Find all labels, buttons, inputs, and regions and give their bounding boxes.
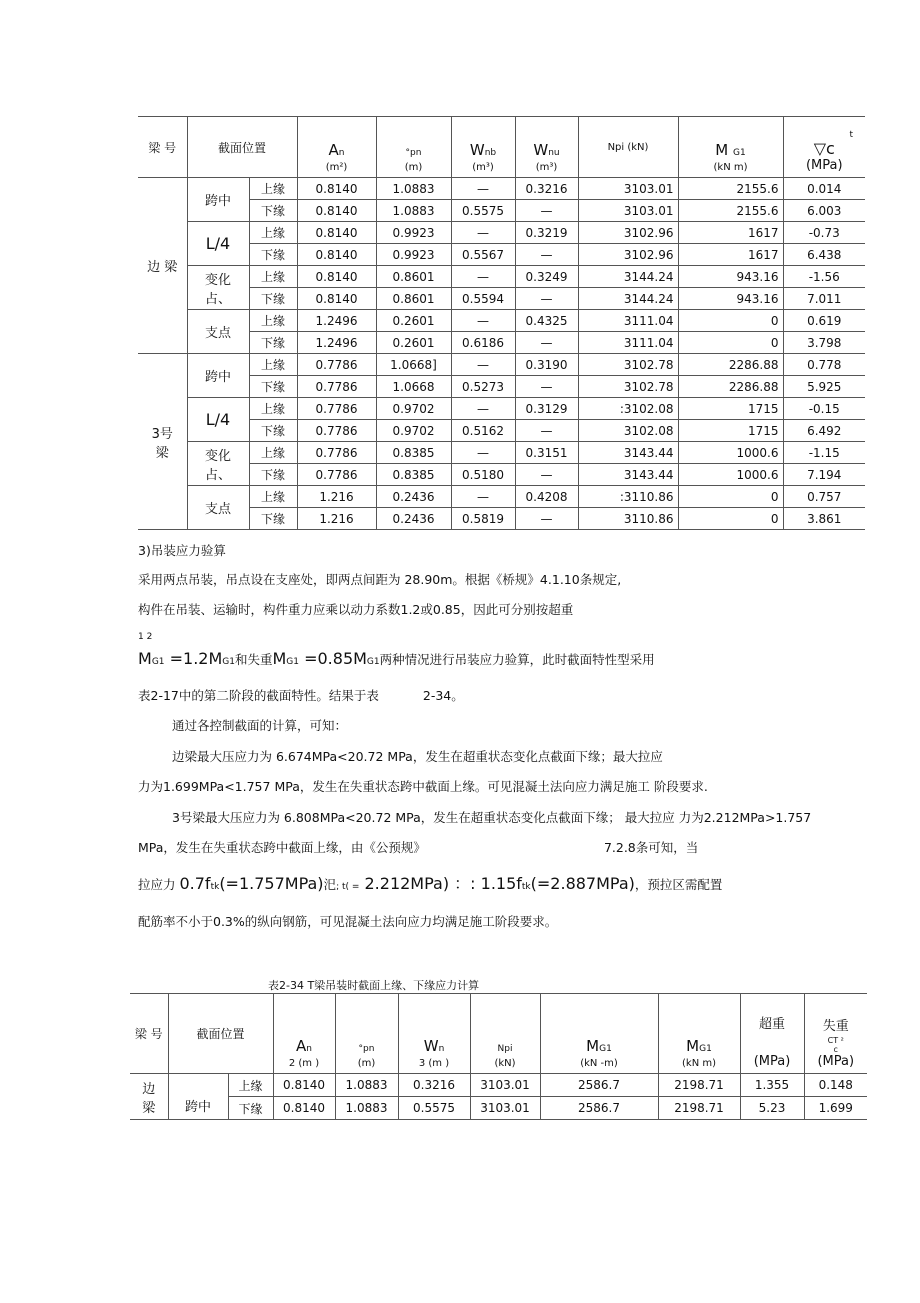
edge-label: 下缘 <box>249 508 297 530</box>
paragraph-3: MG1 =1.2MG1和失重MG1 =0.85MG1两种情况进行吊装应力验算，此时截面特性型采用 <box>138 649 655 668</box>
lifting-stress-table <box>130 993 867 1120</box>
edge-label: 上缘 <box>249 398 297 420</box>
cell-wnu: 0.3129 <box>515 398 578 420</box>
cell-ypn: 0.9923 <box>376 222 451 244</box>
paragraph-8: 3号梁最大压应力为 6.808MPa<20.72 MPa，发生在超重状态变化点截面下缘； 最大拉应 力为2.212MPa>1.757 <box>172 810 812 825</box>
paragraph-4: 表2-17中的第二阶段的截面特性。结果于表 2-34。 <box>138 688 464 703</box>
header-ypn: °pn (m) <box>376 117 451 178</box>
cell-npi: 3103.01 <box>578 178 678 200</box>
cell-npi: :3102.08 <box>578 398 678 420</box>
section-position: 支点 <box>187 486 249 530</box>
cell-mg1: 0 <box>678 508 783 530</box>
cell-an: 0.8140 <box>297 244 376 266</box>
cell-wnu: — <box>515 508 578 530</box>
paragraph-1: 采用两点吊装，吊点设在支座处，即两点间距为 28.90m。根据《桥规》4.1.10条规定, <box>138 572 622 587</box>
cell-wnb: — <box>451 486 515 508</box>
cell-mg1a: 2586.7 <box>540 1097 658 1120</box>
cell-an: 1.216 <box>297 486 376 508</box>
cell-wnu: — <box>515 420 578 442</box>
cell-mg1: 0 <box>678 310 783 332</box>
cell-ypn: 0.9702 <box>376 398 451 420</box>
section-position: 跨中 <box>187 178 249 222</box>
table-row <box>138 486 865 508</box>
cell-wnb: — <box>451 354 515 376</box>
table1-header-row <box>138 117 865 178</box>
paragraph-11: 配筋率不小于0.3%的纵向钢筋，可见混凝土法向应力均满足施工阶段要求。 <box>138 914 558 929</box>
cell-ypn: 0.9923 <box>376 244 451 266</box>
cell-wnu: 0.4325 <box>515 310 578 332</box>
paragraph-3-sup: 1 2 <box>138 632 153 642</box>
cell-sc: 3.861 <box>783 508 865 530</box>
cell-npi: :3110.86 <box>578 486 678 508</box>
cell-npi: 3143.44 <box>578 442 678 464</box>
cell-over: 5.23 <box>740 1097 804 1120</box>
cell-sc: 0.778 <box>783 354 865 376</box>
cell-mg1: 1617 <box>678 222 783 244</box>
cell-an: 0.7786 <box>297 420 376 442</box>
edge-label: 上缘 <box>249 222 297 244</box>
cell-an: 0.8140 <box>273 1097 335 1120</box>
t2-header-section: 截面位置 <box>168 994 273 1074</box>
cell-mg1: 2286.88 <box>678 376 783 398</box>
section-position: 支点 <box>187 310 249 354</box>
edge-label: 上缘 <box>249 310 297 332</box>
edge-label: 下缘 <box>228 1097 273 1120</box>
t2-header-overweight: 超重 (MPa) <box>740 994 804 1074</box>
cell-an: 1.2496 <box>297 310 376 332</box>
cell-sc: 0.757 <box>783 486 865 508</box>
cell-wnb: 0.5594 <box>451 288 515 310</box>
paragraph-7: 力为1.699MPa<1.757 MPa，发生在失重状态跨中截面上缘。可见混凝土法向应力满足施工 阶段要求. <box>138 779 708 794</box>
cell-an: 1.216 <box>297 508 376 530</box>
cell-mg1: 1617 <box>678 244 783 266</box>
cell-an: 0.7786 <box>297 464 376 486</box>
beam-label: 3号梁 <box>138 354 187 530</box>
table2-caption: 表2-34 T梁吊装时截面上缘、下缘应力计算 <box>268 979 480 992</box>
cell-an: 0.7786 <box>297 354 376 376</box>
cell-wnu: — <box>515 288 578 310</box>
cell-sc: 0.014 <box>783 178 865 200</box>
paragraph-5: 通过各控制截面的计算，可知： <box>172 718 348 733</box>
edge-label: 上缘 <box>249 354 297 376</box>
section-heading: 3)吊装应力验算 <box>138 543 226 558</box>
cell-mg1: 2286.88 <box>678 354 783 376</box>
table-row <box>138 398 865 420</box>
edge-label: 下缘 <box>249 200 297 222</box>
cell-sc: 7.194 <box>783 464 865 486</box>
cell-ypn: 1.0668] <box>376 354 451 376</box>
cell-mg1a: 2586.7 <box>540 1074 658 1097</box>
edge-label: 上缘 <box>249 178 297 200</box>
edge-label: 下缘 <box>249 420 297 442</box>
cell-wnb: — <box>451 178 515 200</box>
header-an: An (m²) <box>297 117 376 178</box>
section-position: 跨中 <box>187 354 249 398</box>
table-row <box>138 442 865 464</box>
cell-ypn: 0.2601 <box>376 332 451 354</box>
cell-an: 0.8140 <box>297 200 376 222</box>
beam-label: 边 梁 <box>138 178 187 354</box>
paragraph-6: 边梁最大压应力为 6.674MPa<20.72 MPa，发生在超重状态变化点截面下缘；最大拉应 <box>172 749 663 764</box>
table2-header-row <box>130 994 867 1074</box>
t2-header-wn: Wn 3 (m ) <box>398 994 470 1074</box>
section-position: L/4 <box>187 222 249 266</box>
cell-wnu: 0.3249 <box>515 266 578 288</box>
cell-npi: 3111.04 <box>578 310 678 332</box>
cell-npi: 3111.04 <box>578 332 678 354</box>
cell-wn: 0.5575 <box>398 1097 470 1120</box>
cell-npi: 3144.24 <box>578 266 678 288</box>
cell-wnb: 0.5575 <box>451 200 515 222</box>
cell-an: 0.8140 <box>273 1074 335 1097</box>
cell-npi: 3102.78 <box>578 354 678 376</box>
cell-wnb: 0.5567 <box>451 244 515 266</box>
edge-label: 上缘 <box>228 1074 273 1097</box>
t2-header-mg1-loss: MG1 (kN m) <box>658 994 740 1074</box>
cell-sc: 6.003 <box>783 200 865 222</box>
cell-loss: 0.148 <box>804 1074 867 1097</box>
edge-label: 下缘 <box>249 376 297 398</box>
cell-sc: -1.15 <box>783 442 865 464</box>
cell-an: 0.8140 <box>297 288 376 310</box>
cell-mg1: 2155.6 <box>678 178 783 200</box>
cell-sc: -1.56 <box>783 266 865 288</box>
cell-an: 0.8140 <box>297 178 376 200</box>
cell-over: 1.355 <box>740 1074 804 1097</box>
edge-label: 上缘 <box>249 442 297 464</box>
table-row <box>130 1074 867 1097</box>
cell-npi: 3103.01 <box>470 1097 540 1120</box>
edge-label: 上缘 <box>249 486 297 508</box>
section-position: 变化占、 <box>187 266 249 310</box>
table1-body <box>138 178 865 530</box>
t2-header-mg1-over: MG1 (kN -m) <box>540 994 658 1074</box>
cell-an: 1.2496 <box>297 332 376 354</box>
cell-ypn: 0.8601 <box>376 266 451 288</box>
beam-label: 边梁 <box>130 1074 168 1120</box>
table-row <box>138 266 865 288</box>
cell-mg1b: 2198.71 <box>658 1074 740 1097</box>
edge-label: 下缘 <box>249 464 297 486</box>
cell-wnu: 0.3216 <box>515 178 578 200</box>
header-npi: Npi (kN) <box>578 117 678 178</box>
cell-sc: -0.73 <box>783 222 865 244</box>
cell-ypn: 1.0668 <box>376 376 451 398</box>
cell-npi: 3102.96 <box>578 244 678 266</box>
cell-sc: 0.619 <box>783 310 865 332</box>
edge-label: 下缘 <box>249 244 297 266</box>
cell-mg1b: 2198.71 <box>658 1097 740 1120</box>
cell-wnb: — <box>451 398 515 420</box>
table2-body <box>130 1074 867 1120</box>
header-section: 截面位置 <box>187 117 297 178</box>
header-sigma-c: t ▽c (MPa) <box>783 117 865 178</box>
cell-wnb: — <box>451 222 515 244</box>
cell-npi: 3110.86 <box>578 508 678 530</box>
cell-wnu: 0.4208 <box>515 486 578 508</box>
cell-wnb: 0.5273 <box>451 376 515 398</box>
cell-npi: 3103.01 <box>578 200 678 222</box>
cell-loss: 1.699 <box>804 1097 867 1120</box>
section-position: 变化占、 <box>187 442 249 486</box>
cell-ypn: 1.0883 <box>376 200 451 222</box>
paragraph-9: MPa，发生在失重状态跨中截面上缘，由《公预规》 7.2.8条可知，当 <box>138 840 699 855</box>
cell-wnb: — <box>451 442 515 464</box>
t2-header-ypn: °pn (m) <box>335 994 398 1074</box>
cell-mg1: 1715 <box>678 398 783 420</box>
table-row <box>138 178 865 200</box>
t2-header-beam: 梁 号 <box>130 994 168 1074</box>
paragraph-2: 构件在吊装、运输时，构件重力应乘以动力系数1.2或0.85，因此可分别按超重 <box>138 602 574 617</box>
cell-wnu: 0.3190 <box>515 354 578 376</box>
cell-mg1: 2155.6 <box>678 200 783 222</box>
table-row <box>138 310 865 332</box>
cell-ypn: 0.8385 <box>376 464 451 486</box>
edge-label: 下缘 <box>249 332 297 354</box>
cell-npi: 3102.78 <box>578 376 678 398</box>
cell-wnu: 0.3151 <box>515 442 578 464</box>
cell-ypn: 0.9702 <box>376 420 451 442</box>
cell-wnu: — <box>515 464 578 486</box>
cell-sc: 5.925 <box>783 376 865 398</box>
table-row <box>138 222 865 244</box>
paragraph-10: 拉应力 0.7ftk(=1.757MPa)汜; t( = 2.212MPa) ：: 1.15ftk(=2.887MPa)，预拉区需配置 <box>138 874 723 893</box>
edge-label: 上缘 <box>249 266 297 288</box>
cell-an: 0.8140 <box>297 266 376 288</box>
t2-header-npi: Npi (kN) <box>470 994 540 1074</box>
table-row <box>138 354 865 376</box>
cell-wnu: — <box>515 200 578 222</box>
t2-header-weightloss: 失重 CT ² c (MPa) <box>804 994 867 1074</box>
header-wnb: Wnb (m³) <box>451 117 515 178</box>
cell-ypn: 0.2601 <box>376 310 451 332</box>
cell-an: 0.7786 <box>297 398 376 420</box>
cell-ypn: 0.2436 <box>376 508 451 530</box>
cell-an: 0.7786 <box>297 442 376 464</box>
section-position: L/4 <box>187 398 249 442</box>
cell-npi: 3102.08 <box>578 420 678 442</box>
cell-mg1: 1000.6 <box>678 464 783 486</box>
cell-mg1: 943.16 <box>678 288 783 310</box>
cell-wnb: — <box>451 266 515 288</box>
cell-ypn: 1.0883 <box>335 1074 398 1097</box>
cell-mg1: 0 <box>678 332 783 354</box>
cell-an: 0.8140 <box>297 222 376 244</box>
cell-wnu: 0.3219 <box>515 222 578 244</box>
header-beam: 梁 号 <box>138 117 187 178</box>
section-position: 跨中 <box>168 1074 228 1120</box>
cell-npi: 3143.44 <box>578 464 678 486</box>
cell-npi: 3144.24 <box>578 288 678 310</box>
cell-ypn: 1.0883 <box>335 1097 398 1120</box>
cell-ypn: 0.8385 <box>376 442 451 464</box>
cell-wnb: 0.5162 <box>451 420 515 442</box>
cell-wnu: — <box>515 332 578 354</box>
cell-wnb: 0.5180 <box>451 464 515 486</box>
cell-sc: 6.492 <box>783 420 865 442</box>
cell-ypn: 1.0883 <box>376 178 451 200</box>
cell-wnb: — <box>451 310 515 332</box>
cell-mg1: 1000.6 <box>678 442 783 464</box>
cell-wnu: — <box>515 244 578 266</box>
cell-npi: 3102.96 <box>578 222 678 244</box>
cell-sc: 7.011 <box>783 288 865 310</box>
cell-mg1: 1715 <box>678 420 783 442</box>
cell-sc: 6.438 <box>783 244 865 266</box>
t2-header-an: An 2 (m ) <box>273 994 335 1074</box>
header-mg1: M G1 (kN m) <box>678 117 783 178</box>
cell-wn: 0.3216 <box>398 1074 470 1097</box>
cell-wnu: — <box>515 376 578 398</box>
header-wnu: Wnu (m³) <box>515 117 578 178</box>
cell-wnb: 0.6186 <box>451 332 515 354</box>
cell-mg1: 0 <box>678 486 783 508</box>
section-stress-table <box>138 116 865 530</box>
cell-an: 0.7786 <box>297 376 376 398</box>
table-row <box>130 1097 867 1120</box>
cell-mg1: 943.16 <box>678 266 783 288</box>
cell-wnb: 0.5819 <box>451 508 515 530</box>
cell-npi: 3103.01 <box>470 1074 540 1097</box>
cell-ypn: 0.8601 <box>376 288 451 310</box>
cell-sc: -0.15 <box>783 398 865 420</box>
cell-sc: 3.798 <box>783 332 865 354</box>
edge-label: 下缘 <box>249 288 297 310</box>
cell-ypn: 0.2436 <box>376 486 451 508</box>
